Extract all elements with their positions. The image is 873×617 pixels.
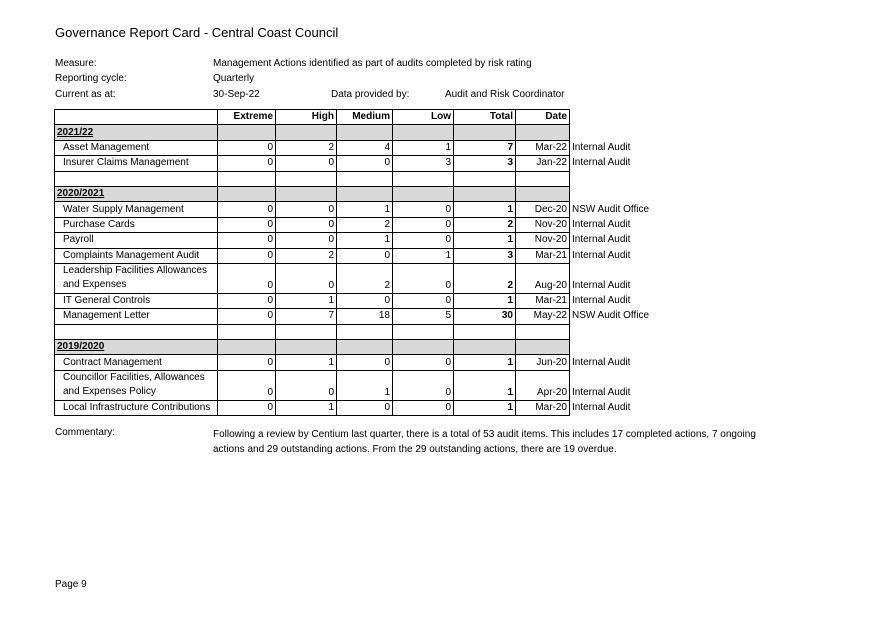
cell-medium: 2 — [337, 263, 393, 293]
section-cell — [276, 186, 337, 201]
cell-low: 0 — [393, 370, 454, 400]
cell-low: 3 — [393, 156, 454, 171]
cell-high: 2 — [276, 140, 337, 155]
cell-total: 2 — [454, 217, 516, 232]
cell-low: 1 — [393, 248, 454, 263]
cell-name: Asset Management — [55, 140, 218, 155]
section-cell — [337, 186, 393, 201]
cell-source: Internal Audit — [572, 402, 631, 414]
cell-source: Internal Audit — [572, 280, 631, 292]
cell-total: 1 — [454, 233, 516, 248]
table-row — [55, 140, 652, 155]
spacer-cell — [55, 171, 218, 186]
header-date: Date — [516, 110, 570, 125]
table-row — [55, 309, 652, 324]
cell-date: Mar-22 — [516, 140, 570, 155]
cell-source: Internal Audit — [572, 295, 631, 307]
cell-total: 1 — [454, 202, 516, 217]
cell-low: 0 — [393, 233, 454, 248]
spacer-cell — [393, 324, 454, 339]
header-name — [55, 110, 218, 125]
reporting-cycle-label: Reporting cycle: — [55, 73, 127, 84]
table-header-row — [55, 110, 652, 125]
section-cell — [570, 340, 652, 355]
cell-medium: 1 — [337, 370, 393, 400]
section-cell — [393, 125, 454, 140]
cell-date: Mar-21 — [516, 293, 570, 308]
cell-high: 1 — [276, 400, 337, 415]
cell-extreme: 0 — [218, 309, 276, 324]
cell-total: 1 — [454, 293, 516, 308]
cell-high: 1 — [276, 355, 337, 370]
cell-date: Jan-22 — [516, 156, 570, 171]
cell-extreme: 0 — [218, 156, 276, 171]
commentary-label: Commentary: — [55, 427, 116, 438]
cell-source: Internal Audit — [572, 141, 631, 153]
spacer-cell — [218, 324, 276, 339]
audit-actions-table-body — [55, 110, 652, 416]
section-cell — [454, 125, 516, 140]
header-medium: Medium — [337, 110, 393, 125]
page-number: Page 9 — [55, 579, 87, 590]
cell-medium: 1 — [337, 202, 393, 217]
section-row — [55, 340, 652, 355]
cell-source: Internal Audit — [572, 234, 631, 246]
cell-extreme: 0 — [218, 202, 276, 217]
spacer-cell — [337, 324, 393, 339]
section-cell — [276, 125, 337, 140]
cell-low: 5 — [393, 309, 454, 324]
cell-total: 1 — [454, 400, 516, 415]
cell-date: Nov-20 — [516, 217, 570, 232]
cell-source: NSW Audit Office — [572, 310, 650, 322]
section-cell — [454, 340, 516, 355]
section-label: 2020/2021 — [55, 186, 218, 201]
current-as-at-value: 30-Sep-22 — [213, 89, 260, 100]
cell-date: Dec-20 — [516, 202, 570, 217]
section-label: 2019/2020 — [55, 340, 218, 355]
section-cell — [393, 340, 454, 355]
table-row — [55, 217, 652, 232]
cell-name: Complaints Management Audit — [55, 248, 218, 263]
header-source — [570, 110, 652, 125]
cell-low: 0 — [393, 263, 454, 293]
table-row — [55, 233, 652, 248]
table-row — [55, 400, 652, 415]
cell-low: 0 — [393, 355, 454, 370]
cell-low: 0 — [393, 217, 454, 232]
cell-date: Aug-20 — [516, 263, 570, 293]
section-cell — [393, 186, 454, 201]
table-row — [55, 156, 652, 171]
spacer-cell — [276, 324, 337, 339]
section-cell — [570, 125, 652, 140]
cell-name: Leadership Facilities Allowances and Expenses — [55, 263, 218, 293]
cell-extreme: 0 — [218, 370, 276, 400]
cell-high: 2 — [276, 248, 337, 263]
section-cell — [276, 340, 337, 355]
cell-name: IT General Controls — [55, 293, 218, 308]
header-low: Low — [393, 110, 454, 125]
cell-date: Nov-20 — [516, 233, 570, 248]
cell-date: Mar-20 — [516, 400, 570, 415]
table-row — [55, 355, 652, 370]
spacer-cell — [218, 171, 276, 186]
cell-source: Internal Audit — [572, 157, 631, 169]
spacer-cell — [393, 171, 454, 186]
cell-high: 7 — [276, 309, 337, 324]
section-cell — [337, 125, 393, 140]
cell-name: Contract Management — [55, 355, 218, 370]
section-cell — [516, 186, 570, 201]
table-row — [55, 248, 652, 263]
cell-low: 1 — [393, 140, 454, 155]
data-provided-label: Data provided by: — [331, 89, 410, 100]
data-provided-value: Audit and Risk Coordinator — [445, 89, 565, 100]
section-cell — [516, 340, 570, 355]
cell-name: Water Supply Management — [55, 202, 218, 217]
table-row — [55, 202, 652, 217]
section-row — [55, 125, 652, 140]
spacer-row — [55, 171, 652, 186]
commentary-text: Following a review by Centium last quarter, there is a total of 53 audit items. This includes 17 completed actions, 7 ongoing actions and 29 outstanding actions. From the 29 outstanding actions, there are 19 overdue. — [213, 429, 756, 455]
cell-total: 30 — [454, 309, 516, 324]
cell-source: Internal Audit — [572, 249, 631, 261]
spacer-cell — [570, 324, 652, 339]
cell-extreme: 0 — [218, 355, 276, 370]
table-row — [55, 293, 652, 308]
section-row — [55, 186, 652, 201]
header-high: High — [276, 110, 337, 125]
section-cell — [516, 125, 570, 140]
cell-medium: 0 — [337, 248, 393, 263]
cell-medium: 18 — [337, 309, 393, 324]
cell-source: Internal Audit — [572, 387, 631, 399]
header-total: Total — [454, 110, 516, 125]
cell-low: 0 — [393, 293, 454, 308]
cell-extreme: 0 — [218, 293, 276, 308]
section-cell — [570, 186, 652, 201]
cell-medium: 0 — [337, 355, 393, 370]
cell-extreme: 0 — [218, 400, 276, 415]
cell-high: 0 — [276, 202, 337, 217]
cell-date: Jun-20 — [516, 355, 570, 370]
section-cell — [454, 186, 516, 201]
spacer-cell — [454, 171, 516, 186]
cell-high: 1 — [276, 293, 337, 308]
section-label: 2021/22 — [55, 125, 218, 140]
cell-extreme: 0 — [218, 263, 276, 293]
cell-high: 0 — [276, 370, 337, 400]
report-title: Governance Report Card - Central Coast Council — [55, 25, 339, 40]
reporting-cycle-value: Quarterly — [213, 73, 255, 84]
section-cell — [218, 340, 276, 355]
cell-date: Mar-21 — [516, 248, 570, 263]
cell-total: 3 — [454, 248, 516, 263]
spacer-cell — [516, 324, 570, 339]
section-cell — [337, 340, 393, 355]
header-extreme: Extreme — [218, 110, 276, 125]
cell-name: Management Letter — [55, 309, 218, 324]
cell-extreme: 0 — [218, 217, 276, 232]
cell-medium: 0 — [337, 156, 393, 171]
cell-source: Internal Audit — [572, 356, 631, 368]
cell-total: 2 — [454, 263, 516, 293]
cell-high: 0 — [276, 156, 337, 171]
cell-total: 1 — [454, 355, 516, 370]
cell-name: Local Infrastructure Contributions — [55, 400, 218, 415]
cell-name: Purchase Cards — [55, 217, 218, 232]
cell-name: Councillor Facilities, Allowances and Expenses Policy — [55, 370, 218, 400]
current-as-at-label: Current as at: — [55, 89, 116, 100]
cell-source: Internal Audit — [572, 218, 631, 230]
cell-source: NSW Audit Office — [572, 203, 650, 215]
cell-low: 0 — [393, 400, 454, 415]
cell-total: 3 — [454, 156, 516, 171]
cell-low: 0 — [393, 202, 454, 217]
cell-high: 0 — [276, 263, 337, 293]
cell-name: Insurer Claims Management — [55, 156, 218, 171]
cell-extreme: 0 — [218, 248, 276, 263]
spacer-cell — [337, 171, 393, 186]
spacer-cell — [570, 171, 652, 186]
cell-medium: 1 — [337, 233, 393, 248]
measure-value: Management Actions identified as part of audits completed by risk rating — [213, 58, 532, 69]
spacer-cell — [516, 171, 570, 186]
spacer-cell — [454, 324, 516, 339]
cell-date: Apr-20 — [516, 370, 570, 400]
table-row — [55, 370, 652, 400]
cell-high: 0 — [276, 217, 337, 232]
section-cell — [218, 125, 276, 140]
audit-actions-table — [54, 109, 652, 416]
table-row — [55, 263, 652, 293]
cell-high: 0 — [276, 233, 337, 248]
cell-medium: 4 — [337, 140, 393, 155]
cell-total: 7 — [454, 140, 516, 155]
measure-label: Measure: — [55, 58, 97, 69]
spacer-row — [55, 324, 652, 339]
cell-medium: 0 — [337, 293, 393, 308]
cell-date: May-22 — [516, 309, 570, 324]
cell-medium: 2 — [337, 217, 393, 232]
spacer-cell — [55, 324, 218, 339]
section-cell — [218, 186, 276, 201]
cell-extreme: 0 — [218, 233, 276, 248]
cell-name: Payroll — [55, 233, 218, 248]
cell-total: 1 — [454, 370, 516, 400]
cell-extreme: 0 — [218, 140, 276, 155]
cell-medium: 0 — [337, 400, 393, 415]
spacer-cell — [276, 171, 337, 186]
